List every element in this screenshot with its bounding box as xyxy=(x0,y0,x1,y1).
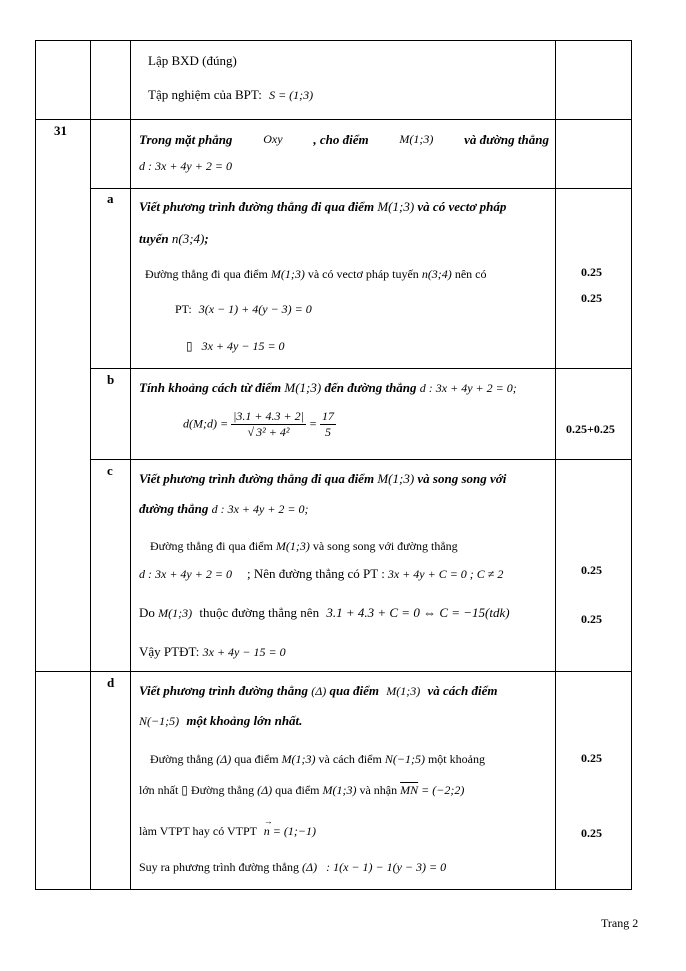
row0-line2: Tập nghiệm của BPT: S = (1;3) xyxy=(148,87,314,102)
q31-line-d: d : 3x + 4y + 2 = 0 xyxy=(139,159,232,173)
part-c-score-2: 0.25 xyxy=(581,612,602,626)
part-c-score-1: 0.25 xyxy=(581,563,602,577)
part-d-question-line1: Viết phương trình đường thẳng (Δ) qua điểm M(1;3) và cách điểm xyxy=(139,683,498,698)
part-a-score-1: 0.25 xyxy=(581,265,602,279)
part-a-solution-line3: ▯ 3x + 4y − 15 = 0 xyxy=(186,339,285,353)
part-d-solution-line1: Đường thẳng (Δ) qua điểm M(1;3) và cách điểm N(−1;5) một khoảng xyxy=(150,752,485,766)
part-a-solution-line1: Đường thẳng đi qua điểm M(1;3) và có vectơ pháp tuyến n(3;4) nên có xyxy=(145,267,487,281)
part-a-score-2: 0.25 xyxy=(581,291,602,305)
part-b-distance-formula: d(M;d) = $\frac{|3.1 + 4.3 + 2|}{\text{√ 3² + 4²}}$ = $\frac{17}{5}$ xyxy=(183,409,334,440)
question-number: 31 xyxy=(54,123,67,138)
part-c-question-line2: đường thẳng d : 3x + 4y + 2 = 0; xyxy=(139,501,309,516)
part-d-question-line2: N(−1;5) một khoảng lớn nhất. xyxy=(139,713,303,728)
part-c-solution-line4: Vậy PTĐT: 3x + 4y − 15 = 0 xyxy=(139,644,286,659)
page-number: Trang 2 xyxy=(601,916,639,930)
part-c-solution-line2: d : 3x + 4y + 2 = 0 ; Nên đường thẳng có PT : 3x + 4y + C = 0 ; C ≠ 2 xyxy=(139,566,504,581)
row0-line1: Lập BXD (đúng) xyxy=(148,53,237,68)
q31-prompt-line1: Trong mặt phẳng Oxy , cho điểm M(1;3) và đường thẳng xyxy=(139,132,549,147)
part-c-solution-line1: Đường thẳng đi qua điểm M(1;3) và song song với đường thẳng xyxy=(150,539,458,553)
part-d-solution-line3: làm VTPT hay có VTPT → n = (1;−1) xyxy=(139,825,316,837)
part-c-solution-line3: Do M(1;3) thuộc đường thẳng nên 3.1 + 4.3 + C = 0 ⇔ C = −15(tdk) xyxy=(139,605,510,620)
part-c-question-line1: Viết phương trình đường thẳng đi qua điểm M(1;3) và song song với xyxy=(139,471,507,486)
part-b-question: Tính khoảng cách từ điểm M(1;3) đến đường thẳng d : 3x + 4y + 2 = 0; xyxy=(139,380,517,395)
part-a-question-line1: Viết phương trình đường thẳng đi qua điểm M(1;3) và có vectơ pháp xyxy=(139,199,507,214)
part-d-label: d xyxy=(107,675,115,690)
part-a-solution-line2: PT: 3(x − 1) + 4(y − 3) = 0 xyxy=(175,302,312,316)
part-d-solution-line4: Suy ra phương trình đường thẳng (Δ) : 1(x − 1) − 1(y − 3) = 0 xyxy=(139,860,447,874)
part-d-score-2: 0.25 xyxy=(581,826,602,840)
part-d-solution-line2: lớn nhất ▯ Đường thẳng (Δ) qua điểm M(1;3) và nhận $\overline{MN}$ = (−2;2) xyxy=(139,783,465,797)
part-a-question-line2: tuyến n(3;4); xyxy=(139,231,209,246)
part-c-label: c xyxy=(107,463,113,478)
part-d-score-1: 0.25 xyxy=(581,751,602,765)
part-b-score: 0.25+0.25 xyxy=(566,422,615,436)
part-a-label: a xyxy=(107,191,114,206)
part-b-label: b xyxy=(107,372,115,387)
